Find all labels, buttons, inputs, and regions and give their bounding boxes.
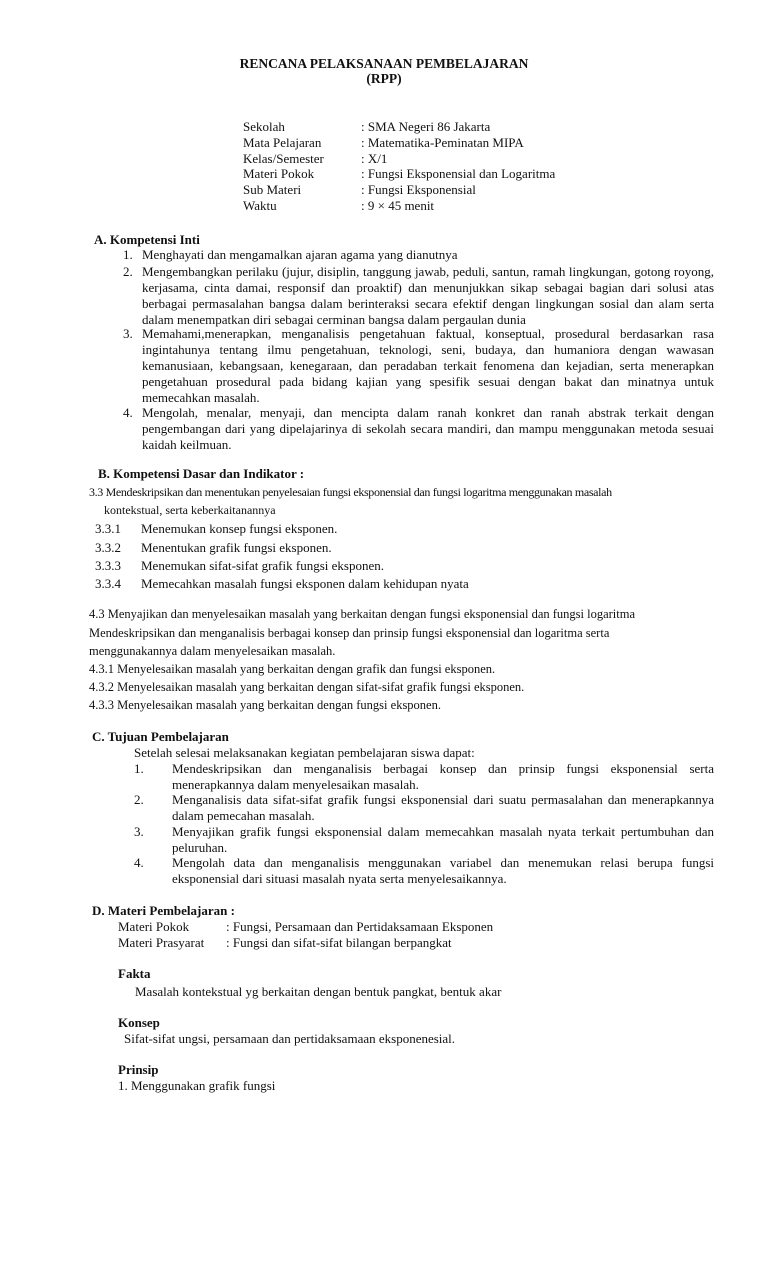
materi-label: Materi Pokok	[118, 919, 190, 934]
kd-4-3-line: 4.3 Menyajikan dan menyelesaikan masalah yang berkaitan dengan fungsi eksponensial dan fungsi logaritma	[89, 607, 636, 621]
info-label: Waktu	[243, 198, 277, 213]
section-c-heading: C. Tujuan Pembelajaran	[92, 729, 229, 744]
info-value: : Fungsi Eksponensial dan Logaritma	[361, 166, 556, 181]
list-number: 1.	[123, 247, 133, 262]
document-title: RENCANA PELAKSANAAN PEMBELAJARAN	[239, 56, 529, 71]
document-subtitle: (RPP)	[366, 71, 402, 86]
info-value: : 9 × 45 menit	[361, 198, 435, 213]
list-number: 4.	[134, 855, 144, 870]
konsep-text: Sifat-sifat ungsi, persamaan dan pertidaksamaan eksponenesial.	[124, 1031, 456, 1046]
indicator-number: 3.3.2	[95, 540, 121, 555]
info-label: Kelas/Semester	[243, 151, 324, 166]
list-item: Menyajikan grafik fungsi eksponensial dalam memecahkan masalah nyata terkait pertumbuhan dan peluruhan.	[172, 824, 714, 855]
kd-4-3-line: 4.3.1 Menyelesaikan masalah yang berkaitan dengan grafik dan fungsi eksponen.	[89, 662, 496, 676]
info-label: Mata Pelajaran	[243, 135, 322, 150]
indicator-text: Menemukan konsep fungsi eksponen.	[141, 521, 338, 536]
info-value: : Matematika-Peminatan MIPA	[361, 135, 524, 150]
info-label: Materi Pokok	[243, 166, 315, 181]
kd-4-3-line: 4.3.3 Menyelesaikan masalah yang berkaitan dengan fungsi eksponen.	[89, 698, 441, 712]
materi-value: : Fungsi, Persamaan dan Pertidaksamaan Eksponen	[226, 919, 494, 934]
list-item: Mengolah data dan menganalisis menggunakan variabel dan menemukan relasi berupa fungsi eksponensial dari situasi masalah nyata serta menyelesaikannya.	[172, 855, 714, 886]
list-number: 2.	[123, 264, 133, 279]
fakta-text: Masalah kontekstual yg berkaitan dengan bentuk pangkat, bentuk akar	[135, 984, 502, 999]
info-value: : X/1	[361, 151, 388, 166]
materi-value: : Fungsi dan sifat-sifat bilangan berpangkat	[226, 935, 452, 950]
indicator-number: 3.3.1	[95, 521, 121, 536]
list-item: Mengolah, menalar, menyaji, dan mencipta dalam ranah konkret dan ranah abstrak terkait dengan pengembangan dari yang dipelajarinya di sekolah secara mandiri, dan mampu menggunakan metoda sesuai kaidah keilmuan.	[142, 405, 714, 452]
list-number: 2.	[134, 792, 144, 807]
list-item: Menganalisis data sifat-sifat grafik fungsi eksponensial dari suatu permasalahan dan menerapkannya dalam pemecahan masalah.	[172, 792, 714, 823]
info-label: Sekolah	[243, 119, 285, 134]
list-item: Menghayati dan mengamalkan ajaran agama yang dianutnya	[142, 247, 458, 262]
section-a-heading: A. Kompetensi Inti	[94, 232, 200, 247]
list-number: 1.	[134, 761, 144, 776]
section-c-intro: Setelah selesai melaksanakan kegiatan pembelajaran siswa dapat:	[134, 745, 475, 760]
indicator-text: Memecahkan masalah fungsi eksponen dalam kehidupan nyata	[141, 576, 469, 591]
indicator-text: Menemukan sifat-sifat grafik fungsi eksponen.	[141, 558, 384, 573]
indicator-text: Menentukan grafik fungsi eksponen.	[141, 540, 332, 555]
section-b-heading: B. Kompetensi Dasar dan Indikator :	[98, 466, 305, 481]
kd-3-3-line: 3.3 Mendeskripsikan dan menentukan penyelesaian fungsi eksponensial dan fungsi logaritma menggunakan masalah	[89, 485, 612, 499]
info-value: : SMA Negeri 86 Jakarta	[361, 119, 491, 134]
kd-4-3-line: Mendeskripsikan dan menganalisis berbagai konsep dan prinsip fungsi eksponensial dan logaritma serta	[89, 626, 610, 640]
list-number: 4.	[123, 405, 133, 420]
konsep-heading: Konsep	[118, 1015, 160, 1030]
fakta-heading: Fakta	[118, 966, 151, 981]
section-d-heading: D. Materi Pembelajaran :	[92, 903, 235, 918]
prinsip-item: 1. Menggunakan grafik fungsi	[118, 1078, 276, 1093]
list-item: Mendeskripsikan dan menganalisis berbagai konsep dan prinsip fungsi eksponensial serta menerapkannya dalam menyelesaikan masalah.	[172, 761, 714, 792]
indicator-number: 3.3.4	[95, 576, 121, 591]
info-value: : Fungsi Eksponensial	[361, 182, 476, 197]
list-item: Memahami,menerapkan, menganalisis pengetahuan faktual, konseptual, prosedural berdasarkan rasa ingintahunya tentang ilmu pengetahuan, teknologi, seni, budaya, dan humaniora dengan wawasan kemanusiaan, kebangsaan, kenegaraan, dan peradaban terkait fenomena dan kejadian, serta menerapkan pengetahuan prosedural pada bidang kajian yang spesifik sesuai dengan bakat dan minatnya untuk memecahkan masalah.	[142, 326, 714, 405]
indicator-number: 3.3.3	[95, 558, 121, 573]
info-label: Sub Materi	[243, 182, 302, 197]
list-item: Mengembangkan perilaku (jujur, disiplin, tanggung jawab, peduli, santun, ramah lingkungan, gotong royong, kerjasama, cinta damai, responsif dan proaktif) dan menunjukkan sikap sebagai bagian dari solusi atas berbagai permasalahan bangsa dalam berinteraksi secara efektif dengan lingkungan sosial dan alam serta dalam menempatkan diri sebagai cerminan bangsa dalam pergaulan dunia	[142, 264, 714, 327]
materi-label: Materi Prasyarat	[118, 935, 205, 950]
kd-4-3-line: menggunakannya dalam menyelesaikan masalah.	[89, 644, 336, 658]
prinsip-heading: Prinsip	[118, 1062, 159, 1077]
list-number: 3.	[134, 824, 144, 839]
list-number: 3.	[123, 326, 133, 341]
kd-4-3-line: 4.3.2 Menyelesaikan masalah yang berkaitan dengan sifat-sifat grafik fungsi eksponen.	[89, 680, 525, 694]
kd-3-3-line: kontekstual, serta keberkaitanannya	[104, 503, 276, 517]
